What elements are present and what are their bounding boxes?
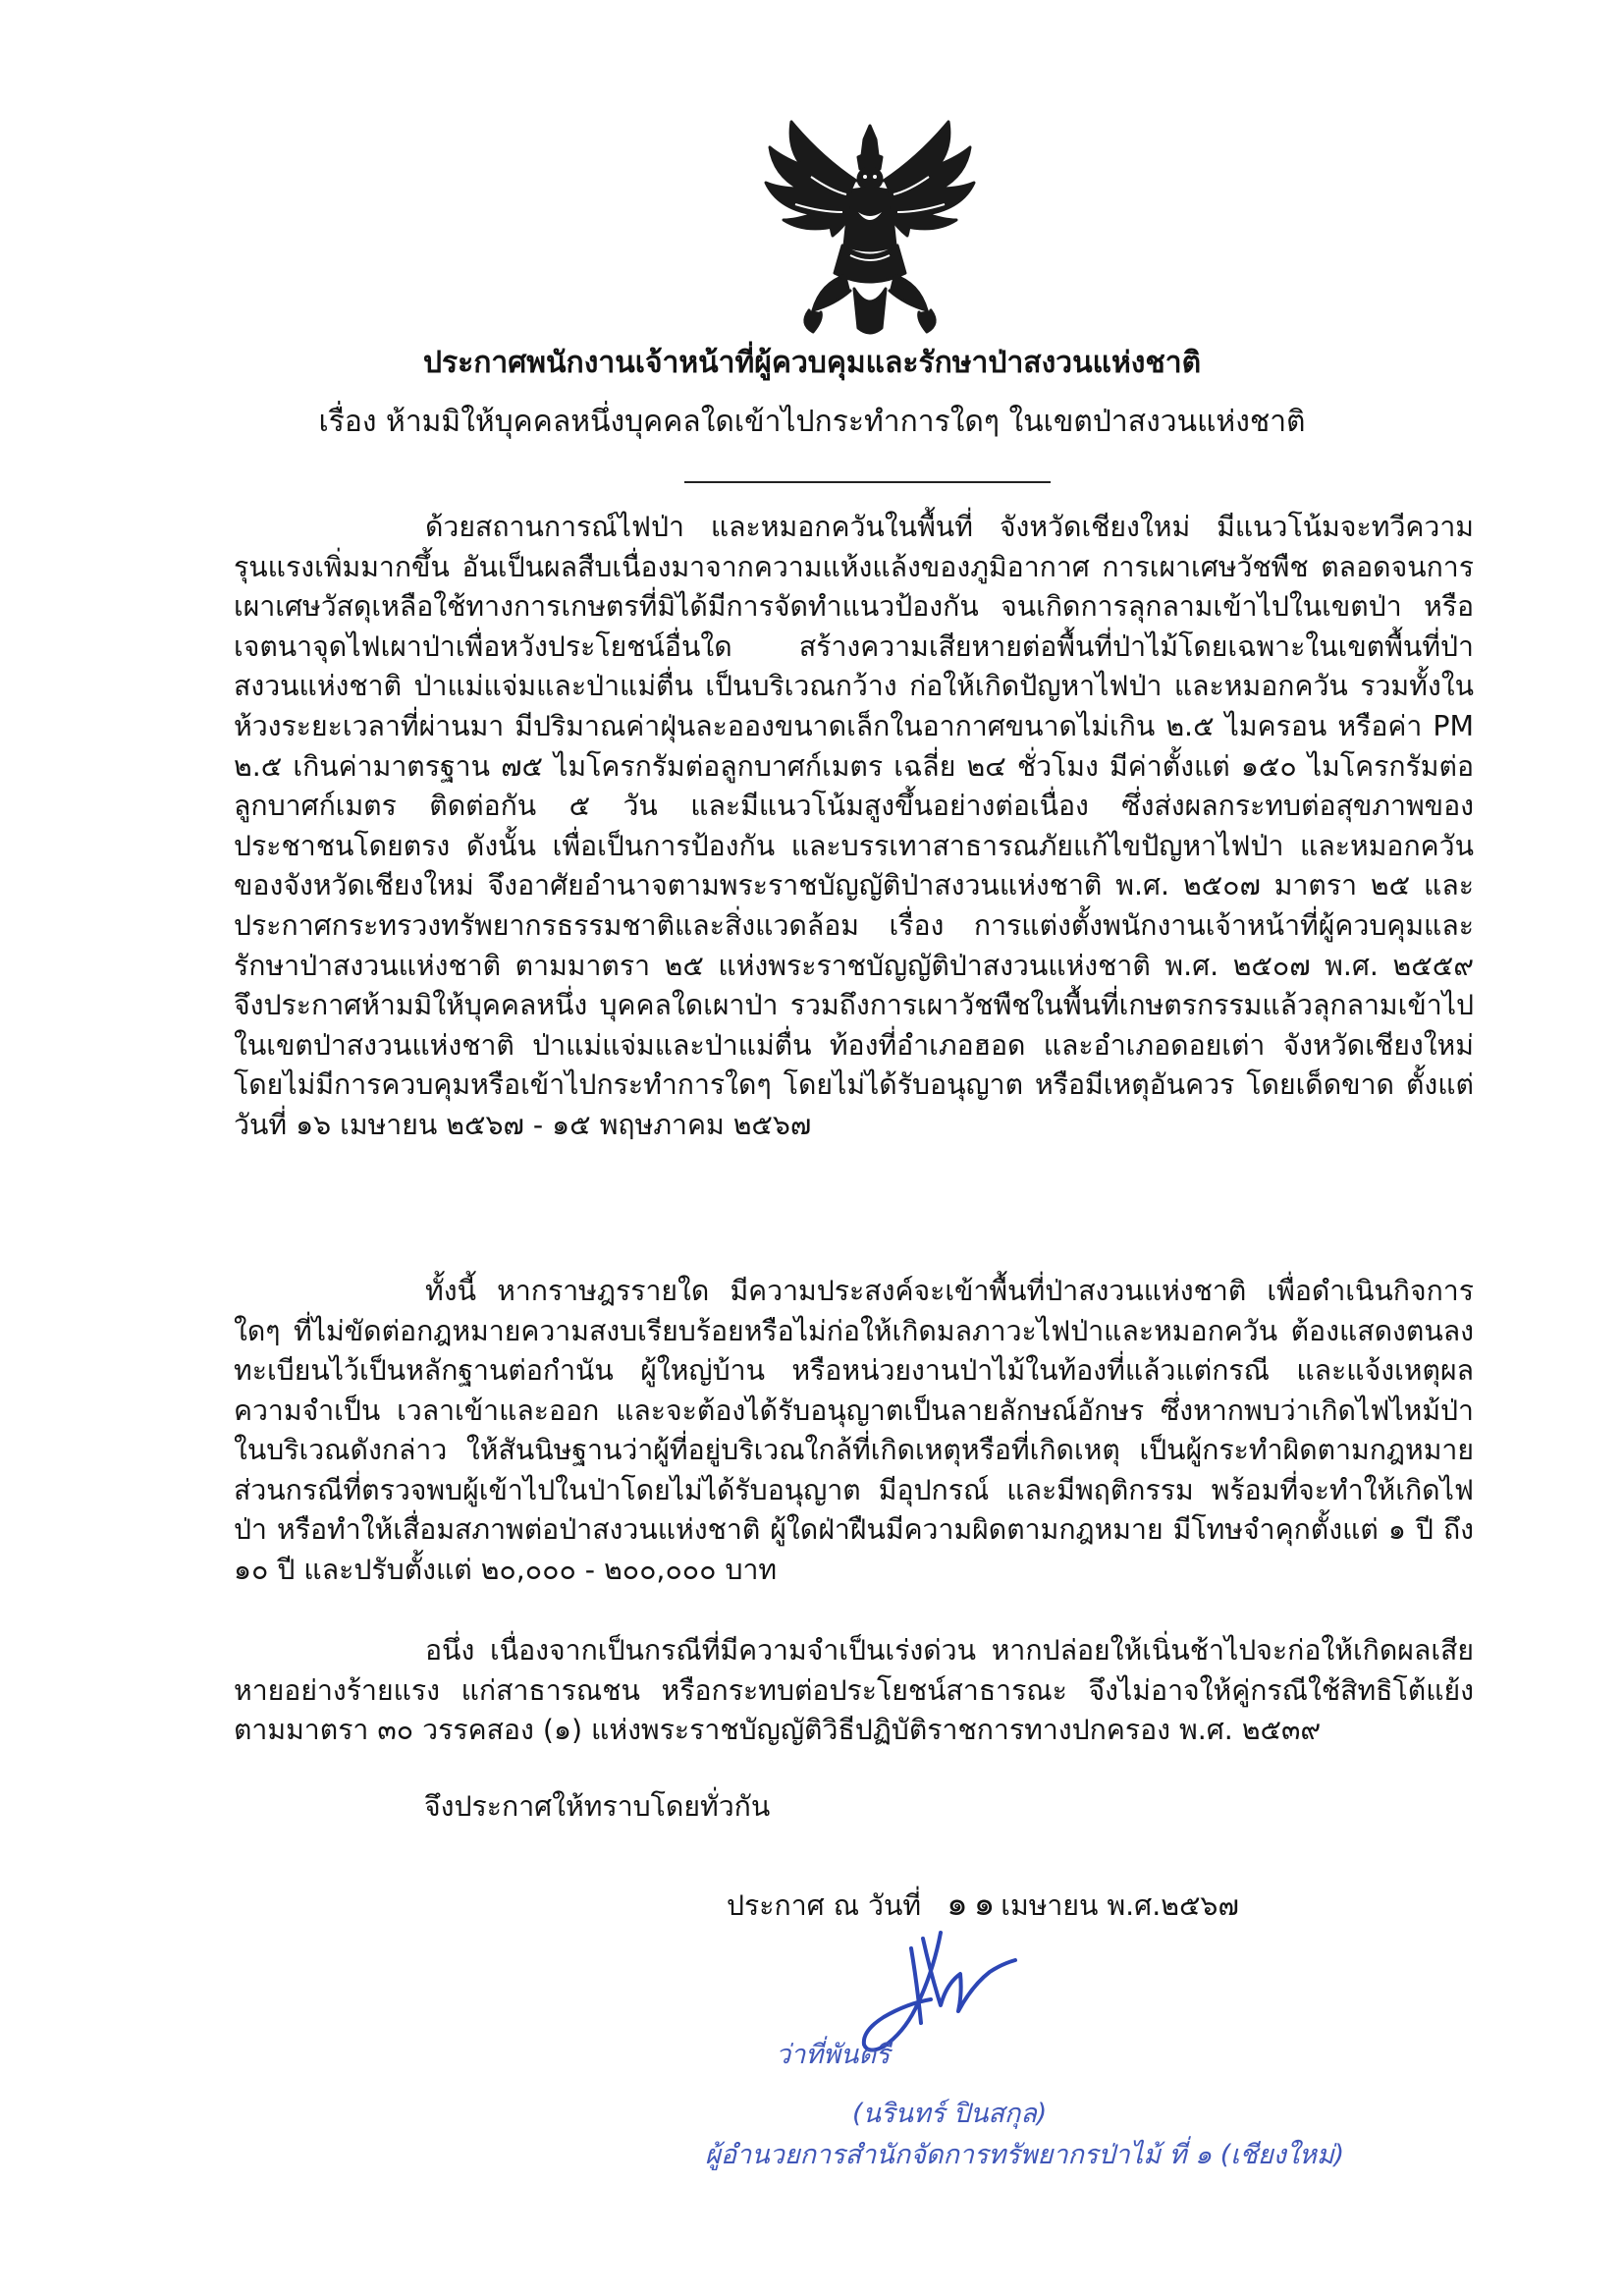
body-paragraph-2: ทั้งนี้ หากราษฎรรายใด มีความประสงค์จะเข้าพื้นที่ป่าสงวนแห่งชาติ เพื่อดำเนินกิจการใดๆ ที่ไม่ขัดต่อกฎหมายความสงบเรียบร้อยหรือไม่ก่อให้เกิดมลภาวะไฟป่าและหมอกควัน ต้องแสดงตนลงทะเบียนไว้เป็นหลักฐานต่อกำนัน ผู้ใหญ่บ้าน หรือหน่วยงานป่าไม้ในท้องที่แล้วแต่กรณี และแจ้งเหตุผลความจำเป็น เวลาเข้าและออก และจะต้องได้รับอนุญาตเป็นลายลักษณ์อักษร ซึ่งหากพบว่าเกิดไฟไหม้ป่าในบริเวณดังกล่าว ให้สันนิษฐานว่าผู้ที่อยู่บริเวณใกล้ที่เกิดเหตุหรือที่เกิดเหตุ เป็นผู้กระทำผิดตามกฎหมาย ส่วนกรณีที่ตรวจพบผู้เข้าไปในป่าโดยไม่ได้รับอนุญาต มีอุปกรณ์ และมีพฤติกรรม พร้อมที่จะทำให้เกิดไฟป่า หรือทำให้เสื่อมสภาพต่อป่าสงวนแห่งชาติ ผู้ใดฝ่าฝืนมีความผิดตามกฎหมาย มีโทษจำคุกตั้งแต่ ๑ ปี ถึง ๑๐ ปี และปรับตั้งแต่ ๒๐,๐๐๐ - ๒๐๐,๐๐๐ บาท: [234, 1275, 1474, 1586]
body-paragraph-3: อนึ่ง เนื่องจากเป็นกรณีที่มีความจำเป็นเร่งด่วน หากปล่อยให้เนิ่นช้าไปจะก่อให้เกิดผลเสียหายอย่างร้ายแรง แก่สาธารณชน หรือกระทบต่อประโยชน์สาธารณะ จึงไม่อาจให้คู่กรณีใช้สิทธิโต้แย้งตามมาตรา ๓๐ วรรคสอง (๑) แห่งพระราชบัญญัติวิธีปฏิบัติราชการทางปกครอง พ.ศ. ๒๕๓๙: [234, 1634, 1474, 1746]
date-month-year: เมษายน พ.ศ.๒๕๖๗: [1001, 1889, 1239, 1922]
announcement-title: ประกาศพนักงานเจ้าหน้าที่ผู้ควบคุมและรักษาป่าสงวนแห่งชาติ: [422, 346, 1202, 380]
signatory-name: (นรินทร์ ปินสกุล): [852, 2099, 1048, 2129]
announcement-subject: เรื่อง ห้ามมิให้บุคคลหนึ่งบุคคลใดเข้าไปกระทำการใดๆ ในเขตป่าสงวนแห่งชาติ: [318, 405, 1306, 439]
signatory-rank: ว่าที่พันตรี: [776, 2040, 891, 2070]
date-day: ๑๑: [947, 1885, 1001, 1924]
body-paragraph-1: ด้วยสถานการณ์ไฟป่า และหมอกควันในพื้นที่ จังหวัดเชียงใหม่ มีแนวโน้มจะทวีความรุนแรงเพิ่มมากขึ้น อันเป็นผลสืบเนื่องมาจากความแห้งแล้งของภูมิอากาศ การเผาเศษวัชพืช ตลอดจนการเผาเศษวัสดุเหลือใช้ทางการเกษตรที่มิได้มีการจัดทำแนวป้องกัน จนเกิดการลุกลามเข้าไปในเขตป่า หรือเจตนาจุดไฟเผาป่าเพื่อหวังประโยชน์อื่นใด สร้างความเสียหายต่อพื้นที่ป่าไม้โดยเฉพาะในเขตพื้นที่ป่าสงวนแห่งชาติ ป่าแม่แจ่มและป่าแม่ตื่น เป็นบริเวณกว้าง ก่อให้เกิดปัญหาไฟป่า และหมอกควัน รวมทั้งในห้วงระยะเวลาที่ผ่านมา มีปริมาณค่าฝุ่นละอองขนาดเล็กในอากาศขนาดไม่เกิน ๒.๕ ไมครอน หรือค่า PM ๒.๕ เกินค่ามาตรฐาน ๗๕ ไมโครกรัมต่อลูกบาศก์เมตร เฉลี่ย ๒๔ ชั่วโมง มีค่าตั้งแต่ ๑๕๐ ไมโครกรัมต่อลูกบาศก์เมตร ติดต่อกัน ๕ วัน และมีแนวโน้มสูงขึ้นอย่างต่อเนื่อง ซึ่งส่งผลกระทบต่อสุขภาพของประชาชนโดยตรง ดังนั้น เพื่อเป็นการป้องกัน และบรรเทาสาธารณภัยแก้ไขปัญหาไฟป่า และหมอกควันของจังหวัดเชียงใหม่ จึงอาศัยอำนาจตามพระราชบัญญัติป่าสงวนแห่งชาติ พ.ศ. ๒๕๐๗ มาตรา ๒๕ และประกาศกระทรวงทรัพยากรธรรมชาติและสิ่งแวดล้อม เรื่อง การแต่งตั้งพนักงานเจ้าหน้าที่ผู้ควบคุมและรักษาป่าสงวนแห่งชาติ ตามมาตรา ๒๕ แห่งพระราชบัญญัติป่าสงวนแห่งชาติ พ.ศ. ๒๕๐๗ พ.ศ. ๒๕๕๙ จึงประกาศห้ามมิให้บุคคลหนึ่ง บุคคลใดเผาป่า รวมถึงการเผาวัชพืชในพื้นที่เกษตรกรรมแล้วลุกลามเข้าไปในเขตป่าสงวนแห่งชาติ ป่าแม่แจ่มและป่าแม่ตื่น ท้องที่อำเภอฮอด และอำเภอดอยเต่า จังหวัดเชียงใหม่ โดยไม่มีการควบคุมหรือเข้าไปกระทำการใดๆ โดยไม่ได้รับอนุญาต หรือมีเหตุอันควร โดยเด็ดขาด ตั้งแต่วันที่ ๑๖ เมษายน ๒๕๖๗ - ๑๕ พฤษภาคม ๒๕๖๗: [234, 511, 1474, 1141]
signatory-position: ผู้อำนวยการสำนักจัดการทรัพยากรป่าไม้ ที่ ๑ (เชียงใหม่): [705, 2140, 1345, 2170]
garuda-emblem-icon: [752, 118, 988, 344]
date-prefix: ประกาศ ณ วันที่: [727, 1889, 922, 1922]
title-divider: [684, 481, 1051, 483]
closing-statement: จึงประกาศให้ทราบโดยทั่วกัน: [424, 1790, 771, 1823]
